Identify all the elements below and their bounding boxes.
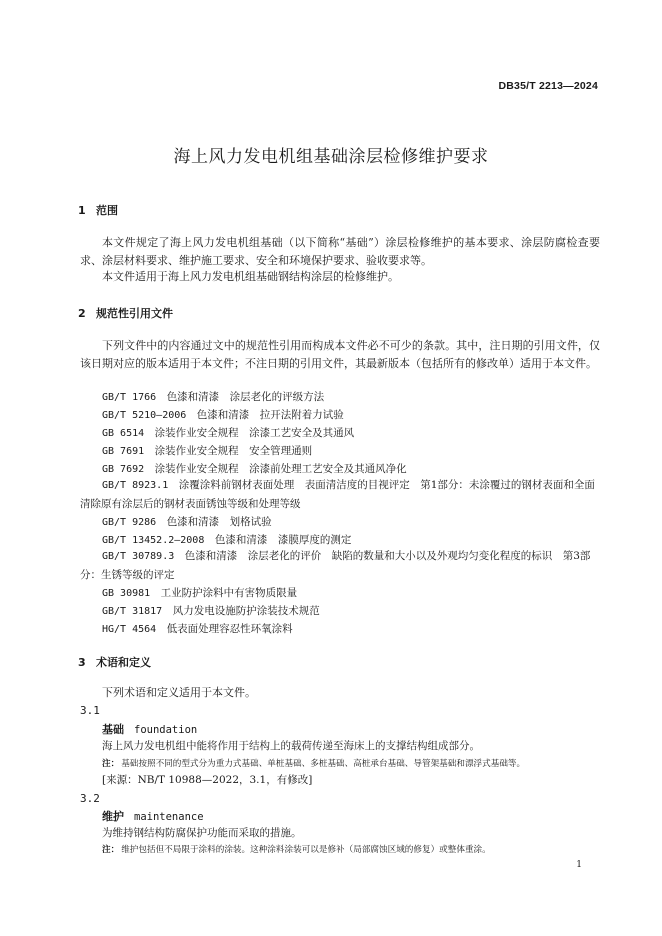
reference-code: GB/T 5210—2006	[102, 410, 187, 421]
term-zh: 维护	[102, 810, 124, 823]
term-entry	[102, 721, 197, 737]
reference-item	[102, 425, 602, 442]
reference-title: 风力发电设施防护涂装技术规范	[172, 605, 320, 617]
reference-code: GB 6514	[102, 428, 145, 439]
term-en: maintenance	[134, 811, 204, 823]
reference-item	[102, 621, 602, 638]
reference-item	[80, 547, 602, 584]
terms-intro: 下列术语和定义适用于本文件。	[102, 686, 256, 699]
clause-number: 3.2	[80, 792, 100, 805]
term-en: foundation	[134, 724, 198, 736]
reference-code: GB 7691	[102, 446, 145, 457]
reference-title: 色漆和清漆 划格试验	[166, 516, 272, 528]
clause-number: 3.1	[80, 704, 100, 717]
reference-item	[102, 407, 602, 424]
reference-item	[80, 476, 602, 513]
page-number: 1	[576, 860, 582, 870]
reference-code: GB 30981	[102, 588, 151, 599]
term-source: [来源：NB/T 10988—2022，3.1，有修改]	[102, 774, 313, 786]
reference-item	[102, 443, 602, 460]
section-3-heading	[78, 654, 151, 670]
standard-code: DB35/T 2213—2024	[498, 80, 598, 92]
reference-title: 色漆和清漆 涂层老化的评价 缺陷的数量和大小以及外观均匀变化程度的标识 第3部分：生锈等级的评定	[80, 550, 591, 581]
reference-item	[102, 514, 602, 531]
reference-title: 涂装作业安全规程 安全管理通则	[154, 445, 313, 457]
section-1-heading	[78, 202, 118, 218]
reference-code: GB/T 9286	[102, 517, 157, 528]
term-note	[102, 757, 602, 769]
reference-title: 低表面处理容忍性环氧涂料	[166, 623, 293, 635]
term-note	[102, 843, 602, 855]
reference-code: GB/T 31817	[102, 606, 163, 617]
reference-title: 色漆和清漆 拉开法附着力试验	[196, 409, 344, 421]
section-title: 范围	[96, 204, 118, 217]
section-number: 2	[78, 307, 86, 320]
term-definition: 海上风力发电机组中能将作用于结构上的载荷传递至海床上的支撑结构组成部分。	[102, 740, 480, 752]
reference-title: 涂装作业安全规程 涂漆前处理工艺安全及其通风净化	[154, 463, 407, 475]
scope-paragraph-2: 本文件适用于海上风力发电机组基础钢结构涂层的检修维护。	[102, 270, 399, 283]
scope-paragraph-1: 本文件规定了海上风力发电机组基础（以下简称“基础”）涂层检修维护的基本要求、涂层防腐检查要求、涂层材料要求、维护施工要求、安全和环境保护要求、验收要求等。	[80, 236, 600, 267]
term-entry	[102, 808, 204, 824]
reference-code: GB/T 8923.1	[102, 480, 169, 491]
reference-code: GB/T 1766	[102, 392, 157, 403]
section-title: 术语和定义	[96, 656, 151, 669]
section-2-heading	[78, 305, 173, 321]
note-label: 注：	[102, 845, 120, 855]
normative-refs-intro: 下列文件中的内容通过文中的规范性引用而构成本文件必不可少的条款。其中，注日期的引用文件，仅该日期对应的版本适用于本文件；不注日期的引用文件，其最新版本（包括所有的修改单）适用于本文件。	[80, 339, 600, 370]
term-definition: 为维持钢结构防腐保护功能而采取的措施。	[102, 827, 302, 839]
reference-item	[102, 603, 602, 620]
reference-title: 色漆和清漆 漆膜厚度的测定	[214, 534, 352, 546]
note-text: 基础按照不同的型式分为重力式基础、单桩基础、多桩基础、高桩承台基础、导管架基础和漂浮式基础等。	[121, 759, 526, 769]
note-text: 维护包括但不局限于涂料的涂装。这种涂料涂装可以是修补（局部腐蚀区域的修复）或整体重涂。	[121, 845, 491, 855]
reference-title: 工业防护涂料中有害物质限量	[160, 587, 298, 599]
section-title: 规范性引用文件	[96, 307, 173, 320]
section-number: 1	[78, 204, 86, 217]
reference-title: 涂装作业安全规程 涂漆工艺安全及其通风	[154, 427, 355, 439]
reference-title: 色漆和清漆 涂层老化的评级方法	[166, 391, 325, 403]
reference-code: GB 7692	[102, 464, 145, 475]
document-title: 海上风力发电机组基础涂层检修维护要求	[173, 147, 489, 167]
section-number: 3	[78, 656, 86, 669]
reference-code: GB/T 30789.3	[102, 551, 175, 562]
reference-item	[102, 389, 602, 406]
reference-title: 涂覆涂料前钢材表面处理 表面清洁度的目视评定 第1部分：未涂覆过的钢材表面和全面清除原有涂层后的钢材表面锈蚀等级和处理等级	[80, 479, 595, 510]
term-zh: 基础	[102, 723, 124, 736]
note-label: 注：	[102, 759, 120, 769]
reference-code: HG/T 4564	[102, 624, 157, 635]
reference-code: GB/T 13452.2—2008	[102, 535, 205, 546]
reference-item	[102, 585, 602, 602]
